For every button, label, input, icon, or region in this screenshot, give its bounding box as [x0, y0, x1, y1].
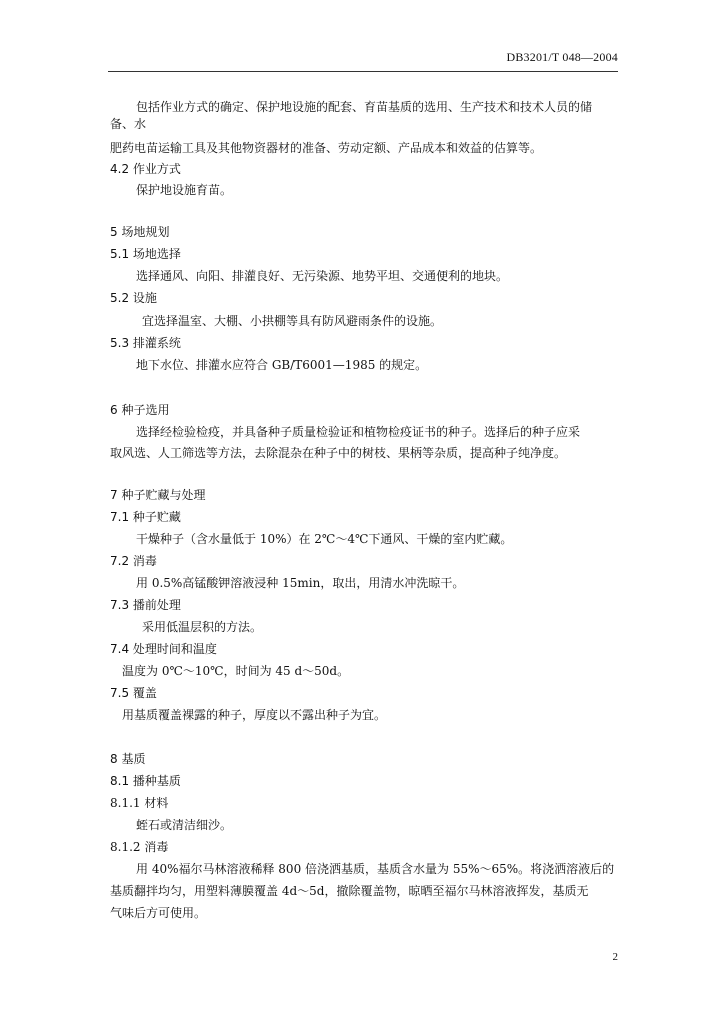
section-heading: 5.2 设施	[110, 291, 157, 305]
paragraph-line: 用 0.5%高锰酸钾溶液浸种 15min，取出，用清水冲洗晾干。	[136, 576, 465, 590]
section-heading: 8.1.2 消毒	[110, 840, 169, 854]
section-heading: 7.4 处理时间和温度	[110, 642, 217, 656]
paragraph-line: 选择通风、向阳、排灌良好、无污染源、地势平坦、交通便利的地块。	[136, 269, 509, 283]
paragraph-line: 地下水位、排灌水应符合 GB/T6001—1985 的规定。	[136, 358, 428, 372]
paragraph-line: 蛭石或清洁细沙。	[136, 818, 233, 832]
paragraph-line: 包括作业方式的确定、保护地设施的配套、育苗基质的选用、生产技术和技术人员的储	[136, 100, 593, 114]
paragraph-line: 干燥种子（含水量低于 10%）在 2℃～4℃下通风、干燥的室内贮藏。	[136, 532, 513, 546]
section-heading: 4.2 作业方式	[110, 162, 181, 176]
section-heading: 5.1 场地选择	[110, 247, 181, 261]
page-number: 2	[612, 951, 618, 963]
section-heading: 8.1.1 材料	[110, 796, 169, 810]
section-heading: 5 场地规划	[110, 225, 170, 239]
paragraph-line: 肥药电苗运输工具及其他物资器材的准备、劳动定额、产品成本和效益的估算等。	[110, 141, 543, 155]
paragraph-line: 气味后方可使用。	[110, 906, 207, 920]
section-heading: 7 种子贮藏与处理	[110, 488, 206, 502]
paragraph-line: 采用低温层积的方法。	[142, 620, 263, 634]
paragraph-line: 基质翻拌均匀，用塑料薄膜覆盖 4d～5d，撤除覆盖物，晾晒至福尔马林溶液挥发，基质无	[110, 884, 589, 898]
paragraph-line: 保护地设施育苗。	[136, 183, 233, 197]
section-heading: 8 基质	[110, 752, 146, 766]
section-heading: 8.1 播种基质	[110, 774, 181, 788]
paragraph-line: 温度为 0℃～10℃，时间为 45 d～50d。	[122, 664, 350, 678]
section-heading: 7.3 播前处理	[110, 598, 181, 612]
paragraph-line: 宜选择温室、大棚、小拱棚等具有防风避雨条件的设施。	[142, 314, 443, 328]
section-heading: 7.2 消毒	[110, 554, 157, 568]
paragraph-line: 用基质覆盖裸露的种子，厚度以不露出种子为宜。	[122, 708, 387, 722]
section-heading: 6 种子选用	[110, 403, 170, 417]
paragraph-line: 选择经检验检疫，并具备种子质量检验证和植物检疫证书的种子。选择后的种子应采	[136, 425, 581, 439]
section-heading: 7.1 种子贮藏	[110, 510, 181, 524]
header-rule	[108, 71, 618, 72]
paragraph-line: 用 40%福尔马林溶液稀释 800 倍浇洒基质，基质含水量为 55%～65%。将浇洒溶液后的	[136, 862, 615, 876]
paragraph-line: 备、水	[110, 117, 147, 131]
document-code: DB3201/T 048—2004	[506, 50, 618, 64]
section-heading: 7.5 覆盖	[110, 686, 157, 700]
paragraph-line: 取风选、人工筛选等方法，去除混杂在种子中的树枝、果柄等杂质，提高种子纯净度。	[110, 446, 567, 460]
section-heading: 5.3 排灌系统	[110, 336, 181, 350]
